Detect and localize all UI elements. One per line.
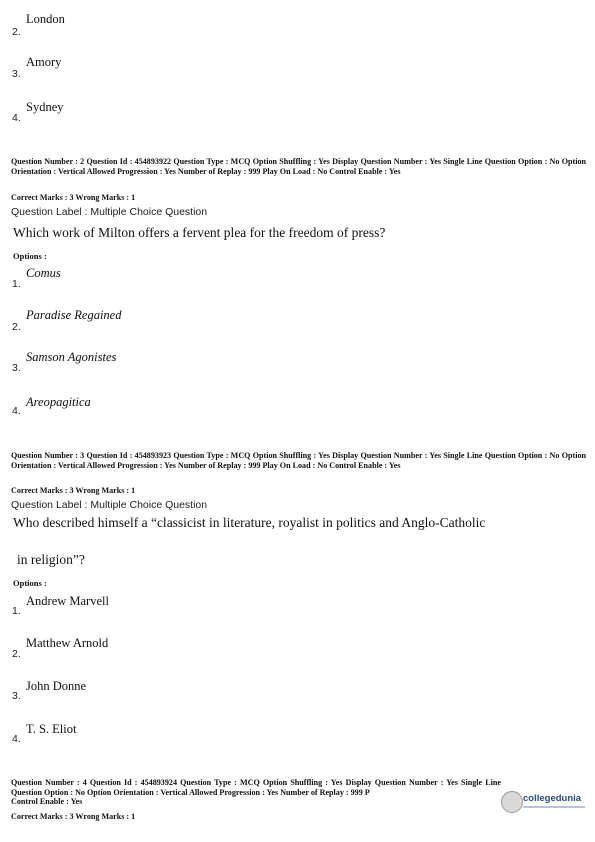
marks-line: Correct Marks : 3 Wrong Marks : 1 xyxy=(11,486,136,495)
option-number: 1. xyxy=(12,278,21,290)
options-label: Options : xyxy=(13,251,47,261)
option-text: Comus xyxy=(26,266,61,280)
option-number: 3. xyxy=(12,362,21,374)
question-text: Which work of Milton offers a fervent plea for the freedom of press? xyxy=(13,225,386,240)
option-text: Sydney xyxy=(26,100,64,114)
option-text: Areopagitica xyxy=(26,395,91,409)
marks-line: Correct Marks : 3 Wrong Marks : 1 xyxy=(11,812,136,821)
option-text: Paradise Regained xyxy=(26,308,122,322)
question-label: Question Label : Multiple Choice Question xyxy=(11,206,208,218)
option-number: 3. xyxy=(12,690,21,702)
option-text: T. S. Eliot xyxy=(26,722,77,736)
option-number: 2. xyxy=(12,648,21,660)
option-number: 4. xyxy=(12,405,21,417)
logo-tagline-bar xyxy=(523,806,585,808)
question-text-line-1: Who described himself a “classicist in literature, royalist in politics and Anglo-Catholic xyxy=(13,515,486,530)
question-meta: Question Number : 2 Question Id : 454893922 Question Type : MCQ Option Shuffling : Yes Display Question Number : Yes Single Line Question Option : No Option Orientation : Vertical Allowed Progression : Yes Number of Replay : 999 Play On Load : No Control Enable : Yes xyxy=(11,157,586,176)
option-text: Amory xyxy=(26,55,62,69)
question-text-line-2: in religion”? xyxy=(17,552,85,567)
option-text: Matthew Arnold xyxy=(26,636,109,650)
options-label: Options : xyxy=(13,578,47,588)
option-text: London xyxy=(26,12,65,26)
option-number: 4. xyxy=(12,733,21,745)
option-text: John Donne xyxy=(26,679,87,693)
option-text: Samson Agonistes xyxy=(26,350,117,364)
question-meta: Question Number : 3 Question Id : 454893923 Question Type : MCQ Option Shuffling : Yes Display Question Number : Yes Single Line Question Option : No Option Orientation : Vertical Allowed Progression : Yes Number of Replay : 999 Play On Load : No Control Enable : Yes xyxy=(11,451,586,470)
question-meta-line-3: Control Enable : Yes xyxy=(11,797,83,806)
option-text: Andrew Marvell xyxy=(26,594,109,608)
option-number: 3. xyxy=(12,68,21,80)
question-meta: Question Number : 4 Question Id : 454893924 Question Type : MCQ Option Shuffling : Yes Display Question Number : Yes Single Line Question Option : No Option Orientation : Vertical Allowed Progression : Yes Number of Replay : 999 P xyxy=(11,778,501,797)
logo-icon xyxy=(501,791,523,813)
question-label: Question Label : Multiple Choice Question xyxy=(11,499,208,511)
option-number: 4. xyxy=(12,112,21,124)
collegedunia-logo xyxy=(501,787,587,817)
option-number: 2. xyxy=(12,26,21,38)
option-number: 2. xyxy=(12,321,21,333)
option-number: 1. xyxy=(12,605,21,617)
marks-line: Correct Marks : 3 Wrong Marks : 1 xyxy=(11,193,136,202)
logo-text: collegedunia xyxy=(523,793,582,804)
